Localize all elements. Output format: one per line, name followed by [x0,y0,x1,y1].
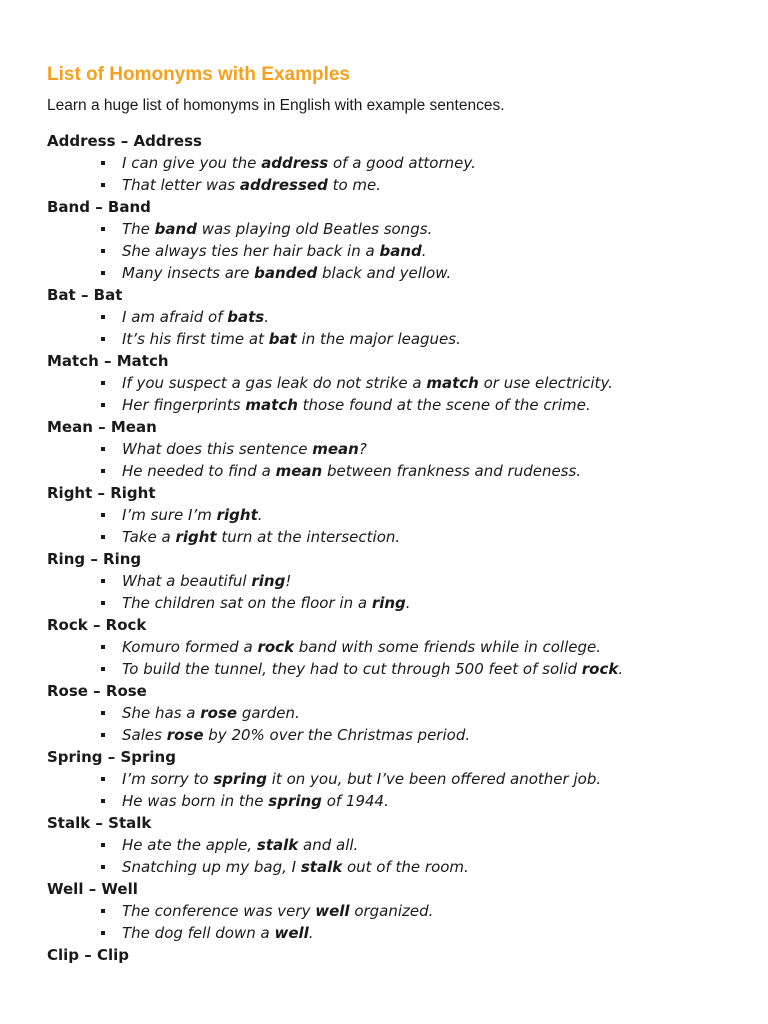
example-text-before: She has a [122,704,201,722]
example-sentence [47,592,747,614]
homonym-word: band [379,242,422,260]
example-text-before: Many insects are [122,264,255,282]
square-bullet-icon [101,601,105,605]
example-text-before: I am afraid of [122,308,228,326]
example-text-before: The dog fell down a [122,924,275,942]
square-bullet-icon [101,909,105,913]
square-bullet-icon [101,645,105,649]
example-text-after: out of the room. [342,858,469,876]
entry-heading: Band – Band [47,198,151,216]
example-list [47,152,747,196]
example-text-after: ? [358,440,367,458]
example-list [47,570,747,614]
example-list [47,504,747,548]
example-text-before: He was born in the [122,792,269,810]
example-text-after: . [264,308,270,326]
example-sentence [47,240,747,262]
example-sentence [47,174,747,196]
homonym-word: match [245,396,298,414]
homonym-word: rock [581,660,619,678]
example-sentence [47,438,747,460]
example-text-before: Snatching up my bag, I [122,858,301,876]
entry-heading: Ring – Ring [47,550,142,568]
homonym-word: rose [200,704,238,722]
example-text-before: I’m sure I’m [122,506,217,524]
square-bullet-icon [101,271,105,275]
example-list [47,636,747,680]
example-text-after: between frankness and rudeness. [322,462,582,480]
square-bullet-icon [101,777,105,781]
example-text-after: and all. [298,836,359,854]
homonym-word: bats [227,308,265,326]
homonym-word: rose [166,726,204,744]
example-sentence [47,768,747,790]
square-bullet-icon [101,535,105,539]
example-text-before: What a beautiful [122,572,252,590]
example-text-after: it on you, but I’ve been offered another job. [267,770,602,788]
example-text-before: I’m sorry to [122,770,214,788]
square-bullet-icon [101,161,105,165]
example-sentence [47,834,747,856]
example-text-after: . [421,242,427,260]
entry-heading: Rose – Rose [47,682,147,700]
example-text-before: What does this sentence [122,440,313,458]
example-list [47,834,747,878]
example-sentence [47,636,747,658]
example-text-after: was playing old Beatles songs. [196,220,433,238]
entry-heading: Mean – Mean [47,418,157,436]
square-bullet-icon [101,381,105,385]
example-list [47,372,747,416]
example-sentence [47,152,747,174]
example-sentence [47,218,747,240]
homonym-word: spring [213,770,267,788]
homonym-word: right [216,506,258,524]
example-sentence [47,460,747,482]
example-text-before: She always ties her hair back in a [122,242,380,260]
homonym-word: addressed [239,176,328,194]
example-text-after: those found at the scene of the crime. [297,396,591,414]
example-text-after: of a good attorney. [328,154,476,172]
example-sentence [47,394,747,416]
homonym-word: well [274,924,309,942]
example-text-before: He ate the apple, [122,836,257,854]
homonym-word: ring [371,594,406,612]
example-text-after: by 20% over the Christmas period. [203,726,471,744]
example-text-after: of 1944. [321,792,389,810]
entry-heading: Bat – Bat [47,286,123,304]
example-text-before: The children sat on the floor in a [122,594,372,612]
square-bullet-icon [101,469,105,473]
example-text-after: garden. [237,704,300,722]
example-text-before: To build the tunnel, they had to cut through 500 feet of solid [122,660,582,678]
example-text-after: black and yellow. [317,264,452,282]
square-bullet-icon [101,667,105,671]
entry-heading: Clip – Clip [47,946,130,964]
homonym-word: stalk [300,858,343,876]
intro-text: Learn a huge list of homonyms in English with example sentences. [47,97,505,114]
example-text-after: . [308,924,314,942]
example-text-before: The [122,220,155,238]
page-title: List of Homonyms with Examples [47,64,350,85]
homonym-word: right [175,528,217,546]
square-bullet-icon [101,711,105,715]
square-bullet-icon [101,513,105,517]
entry-heading: Stalk – Stalk [47,814,152,832]
example-text-before: He needed to find a [122,462,276,480]
example-sentence [47,262,747,284]
homonym-word: banded [254,264,318,282]
homonym-word: mean [312,440,359,458]
square-bullet-icon [101,227,105,231]
example-text-before: Take a [122,528,176,546]
entry-heading: Rock – Rock [47,616,147,634]
homonym-word: match [426,374,479,392]
example-list [47,438,747,482]
homonym-word: well [315,902,350,920]
example-sentence [47,372,747,394]
example-sentence [47,856,747,878]
square-bullet-icon [101,733,105,737]
homonym-word: address [261,154,329,172]
homonym-list [47,130,747,966]
example-sentence [47,790,747,812]
example-text-after: or use electricity. [478,374,613,392]
homonym-word: rock [257,638,295,656]
example-sentence [47,900,747,922]
example-list [47,900,747,944]
example-text-after: . [618,660,624,678]
example-text-before: That letter was [122,176,240,194]
square-bullet-icon [101,183,105,187]
example-text-before: I can give you the [122,154,262,172]
example-list [47,702,747,746]
example-sentence [47,526,747,548]
example-text-after: . [257,506,263,524]
example-sentence [47,328,747,350]
square-bullet-icon [101,315,105,319]
homonym-word: ring [251,572,286,590]
homonym-word: band [154,220,197,238]
square-bullet-icon [101,579,105,583]
example-text-after: band with some friends while in college. [294,638,601,656]
example-sentence [47,306,747,328]
example-text-before: If you suspect a gas leak do not strike a [122,374,427,392]
example-text-before: Her fingerprints [122,396,246,414]
example-list [47,306,747,350]
example-text-after: turn at the intersection. [216,528,401,546]
square-bullet-icon [101,865,105,869]
example-sentence [47,504,747,526]
example-sentence [47,922,747,944]
example-text-before: Sales [122,726,167,744]
example-list [47,218,747,284]
example-text-before: Komuro formed a [122,638,258,656]
example-sentence [47,570,747,592]
example-text-before: It’s his first time at [122,330,269,348]
example-text-after: in the major leagues. [296,330,461,348]
example-text-before: The conference was very [122,902,316,920]
example-sentence [47,658,747,680]
example-sentence [47,724,747,746]
square-bullet-icon [101,447,105,451]
entry-heading: Right – Right [47,484,156,502]
homonym-word: bat [268,330,297,348]
square-bullet-icon [101,843,105,847]
entry-heading: Match – Match [47,352,169,370]
square-bullet-icon [101,337,105,341]
entry-heading: Well – Well [47,880,138,898]
square-bullet-icon [101,799,105,803]
document-page [47,62,747,966]
example-text-after: ! [285,572,292,590]
square-bullet-icon [101,931,105,935]
entry-heading: Address – Address [47,132,202,150]
homonym-word: stalk [256,836,299,854]
homonym-word: mean [275,462,323,480]
example-sentence [47,702,747,724]
homonym-word: spring [268,792,322,810]
example-list [47,768,747,812]
example-text-after: organized. [349,902,434,920]
square-bullet-icon [101,249,105,253]
square-bullet-icon [101,403,105,407]
entry-heading: Spring – Spring [47,748,176,766]
example-text-after: . [405,594,411,612]
example-text-after: to me. [327,176,382,194]
